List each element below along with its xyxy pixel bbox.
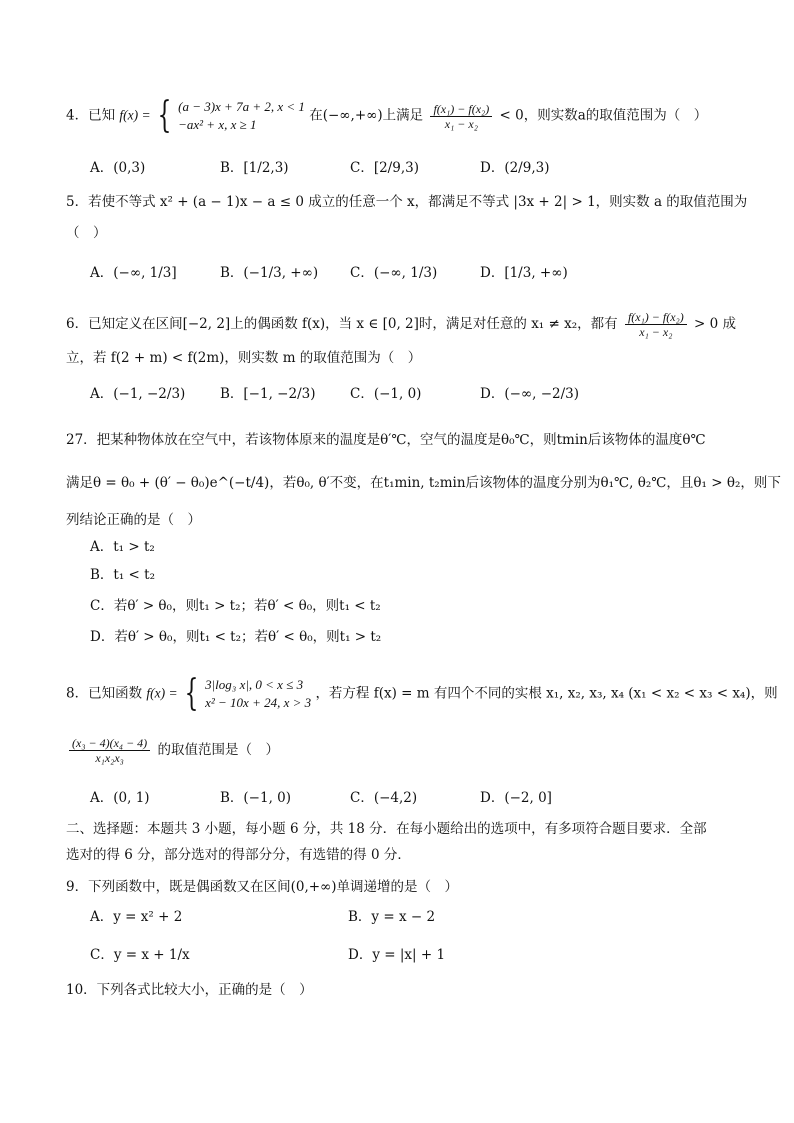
q4-options (90, 156, 610, 176)
q8-fraction-num: (x₃ − 4)(x₄ − 4) (69, 736, 150, 751)
q5-option-b[interactable]: B．(−1/3, +∞) (220, 265, 319, 281)
q27-line1: 27．把某种物体放在空气中，若该物体原来的温度是θ′℃，空气的温度是θ₀℃，则tmin后该物体的温度θ℃ (66, 432, 706, 448)
q6-option-a[interactable]: A．(−1, −2/3) (90, 386, 186, 402)
q6-option-b[interactable]: B．[−1, −2/3) (220, 386, 316, 402)
q6-line1b: > 0 成 (693, 316, 736, 332)
q8-case2: x² − 10x + 24, x > 3 (205, 695, 312, 710)
q5-options (90, 261, 610, 281)
q9-options-row1 (90, 905, 606, 925)
q8-brace: { (184, 673, 199, 714)
section-2-instructions (66, 816, 734, 868)
question-6 (66, 310, 736, 339)
q27-option-b[interactable]: B．t₁ < t₂ (90, 567, 155, 583)
q8-option-d[interactable]: D．(−2, 0] (480, 790, 552, 806)
q6-fraction-den: x₁ − x₂ (639, 325, 673, 339)
q10-line1: 10．下列各式比较大小，正确的是（ ） (66, 982, 313, 998)
q5-line2: （ ） (66, 225, 107, 241)
q4-fraction-num: f(x₁) − f(x₂) (430, 102, 492, 117)
question-8 (66, 673, 778, 714)
q6-fraction-num: f(x₁) − f(x₂) (625, 310, 687, 325)
q4-option-b[interactable]: B．[1/2,3) (220, 160, 289, 176)
q5-line1: 5．若使不等式 x² + (a − 1)x − a ≤ 0 成立的任意一个 x，都满足不等式 |3x + 2| > 1，则实数 a 的取值范围为 (66, 194, 748, 210)
q5-option-d[interactable]: D．[1/3, +∞) (480, 265, 568, 281)
q8-piecewise (205, 676, 311, 712)
q4-option-d[interactable]: D．(2/9,3) (480, 160, 550, 176)
q9-option-d[interactable]: D．y = |x| + 1 (348, 947, 446, 963)
q9-option-a[interactable]: A．y = x² + 2 (90, 909, 183, 925)
section-2-line1: 二、选择题：本题共 3 小题，每小题 6 分，共 18 分．在每小题给出的选项中，有多项符合题目要求．全部 (66, 821, 707, 837)
q6-option-d[interactable]: D．(−∞, −2/3) (480, 386, 580, 402)
q27-line2: 满足θ = θ₀ + (θ′ − θ₀)e^(−t/4)，若θ₀, θ′不变，在t₁min, t₂min后该物体的温度分别为θ₁℃, θ₂℃，且θ₁ > θ₂，则下 (66, 475, 781, 491)
q5-option-a[interactable]: A．(−∞, 1/3] (90, 265, 177, 281)
q4-fraction-den: x₁ − x₂ (444, 116, 478, 131)
q6-line1a: 6．已知定义在区间[−2, 2]上的偶函数 f(x)，当 x ∈ [0, 2]时，满足对任意的 x₁ ≠ x₂，都有 (66, 316, 618, 332)
q4-option-c[interactable]: C．[2/9,3) (350, 160, 419, 176)
q4-option-a[interactable]: A．(0,3) (90, 160, 146, 176)
question-27-line3 (66, 510, 724, 530)
q6-options (90, 382, 610, 402)
q4-brace: { (157, 95, 172, 136)
q6-fraction (625, 310, 687, 339)
q8-line2: 的取值范围是（ ） (157, 742, 279, 758)
q8-case1: 3|log₃ x|, 0 < x ≤ 3 (205, 677, 304, 692)
q4-mid: 在(−∞,+∞)上满足 (309, 107, 424, 124)
question-6-line2 (66, 348, 724, 368)
question-5 (66, 192, 748, 212)
q4-piecewise (178, 98, 305, 134)
question-8-line2 (66, 736, 724, 765)
q4-intro: 4．已知 (66, 107, 116, 124)
question-10 (66, 980, 724, 1000)
q27-line3: 列结论正确的是（ ） (66, 512, 201, 528)
q5-option-c[interactable]: C．(−∞, 1/3) (350, 265, 438, 281)
q4-tail: < 0，则实数a的取值范围为（ ） (499, 107, 708, 124)
question-27-line2 (66, 473, 781, 493)
q27-option-d[interactable]: D．若θ′ > θ₀，则t₁ < t₂；若θ′ < θ₀，则t₁ > t₂ (90, 629, 382, 645)
q9-option-b[interactable]: B．y = x − 2 (348, 909, 436, 925)
q8-fraction (69, 736, 150, 765)
q8-fx: f(x) = (146, 685, 178, 701)
q4-fx: f(x) = (119, 107, 151, 123)
section-2-line2: 选对的得 6 分，部分选对的得部分分，有选错的得 0 分． (66, 847, 411, 863)
question-9 (66, 877, 724, 897)
q4-case1: (a − 3)x + 7a + 2, x < 1 (178, 99, 305, 114)
q8-option-b[interactable]: B．(−1, 0) (220, 790, 292, 806)
q8-intro: 8．已知函数 (66, 685, 143, 702)
question-5-line2 (66, 223, 724, 243)
q4-case2: −ax² + x, x ≥ 1 (178, 117, 257, 132)
q8-tail: ，若方程 f(x) = m 有四个不同的实根 x₁, x₂, x₃, x₄ (x₁ < x₂ < x₃ < x₄)，则 (315, 685, 778, 702)
q6-option-c[interactable]: C．(−1, 0) (350, 386, 422, 402)
q6-line2: 立，若 f(2 + m) < f(2m)，则实数 m 的取值范围为（ ） (66, 350, 422, 366)
q9-options-row2 (90, 943, 606, 963)
q8-option-c[interactable]: C．(−4,2) (350, 790, 418, 806)
question-4 (66, 95, 724, 136)
q27-option-c[interactable]: C．若θ′ > θ₀，则t₁ > t₂；若θ′ < θ₀，则t₁ < t₂ (90, 598, 381, 614)
question-27 (66, 430, 724, 450)
q9-line1: 9．下列函数中，既是偶函数又在区间(0,+∞)单调递增的是（ ） (66, 879, 459, 895)
q8-options (90, 786, 610, 806)
q27-option-a[interactable]: A．t₁ > t₂ (90, 539, 155, 555)
q4-fraction (430, 102, 492, 131)
q9-option-c[interactable]: C．y = x + 1/x (90, 947, 190, 963)
q8-fraction-den: x₁x₂x₃ (95, 751, 124, 765)
q8-option-a[interactable]: A．(0, 1) (90, 790, 150, 806)
